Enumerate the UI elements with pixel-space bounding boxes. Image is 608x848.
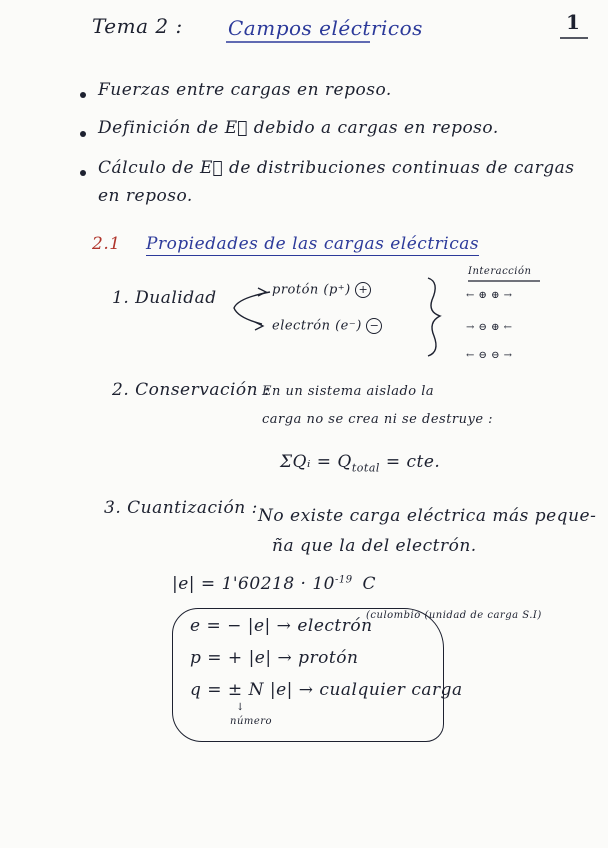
proton-arrow — [258, 288, 266, 296]
duality-label: 1. Dualidad — [112, 288, 217, 308]
bullet-item-continuation: en reposo. — [98, 186, 193, 206]
number-note: número — [230, 716, 273, 727]
conservation-label: 2. Conservación : — [112, 380, 271, 400]
electron-label — [272, 318, 382, 334]
charge-value: |e| = 1'60218 · 10 — [172, 574, 335, 594]
bullet-item: Fuerzas entre cargas en reposo. — [98, 80, 392, 100]
electron-text: electrón (e⁻) — [272, 318, 362, 334]
bullet-dot — [80, 170, 86, 176]
arrow-down-icon: ↓ — [236, 702, 245, 713]
interaction-title: Interacción — [468, 266, 532, 277]
interaction-row: ← ⊕ ⊕ → — [466, 290, 513, 301]
proton-text: protón (p⁺) — [272, 282, 351, 298]
section-title: Propiedades de las cargas eléctricas — [146, 234, 480, 254]
interaction-row: → ⊖ ⊕ ← — [466, 322, 513, 333]
general-charge-relation: q = ± N |e| → cualquier carga — [190, 680, 463, 700]
proton-label — [272, 282, 371, 298]
quantization-text: ña que la del electrón. — [272, 536, 477, 556]
duality-brace-right — [428, 278, 440, 356]
bullet-dot — [80, 131, 86, 137]
conservation-text: carga no se crea ni se destruye : — [262, 412, 494, 427]
bullet-dot — [80, 92, 86, 98]
bullet-item: Definición de E⃗ debido a cargas en reposo. — [98, 118, 499, 138]
conservation-formula — [280, 452, 440, 474]
topic-label: Tema 2 : — [92, 14, 183, 38]
interaction-row: ← ⊖ ⊖ → — [466, 350, 513, 361]
conservation-text: En un sistema aislado la — [262, 384, 435, 399]
page-number: 1 — [566, 10, 581, 34]
formula-subscript: total — [351, 461, 380, 475]
page-title: Campos eléctricos — [228, 16, 423, 40]
charge-unit: C — [362, 574, 377, 594]
bullet-item: Cálculo de E⃗ de distribuciones continuas de cargas — [98, 158, 575, 178]
minus-sign-icon: − — [366, 318, 382, 334]
quantization-label: 3. Cuantización : — [104, 498, 258, 518]
formula-sum: ΣQᵢ = Q — [280, 452, 352, 472]
plus-sign-icon: + — [355, 282, 371, 298]
unit-note: (culombio (unidad de carga S.I) — [366, 610, 542, 621]
electron-charge-value — [172, 574, 376, 594]
charge-exponent: -19 — [334, 574, 353, 586]
electron-relation: e = − |e| → electrón — [190, 616, 373, 636]
proton-relation: p = + |e| → protón — [190, 648, 359, 668]
duality-brace-left — [234, 292, 270, 324]
section-number: 2.1 — [92, 234, 121, 254]
quantization-text: No existe carga eléctrica más peque- — [258, 506, 597, 526]
formula-end: = cte. — [385, 452, 441, 472]
